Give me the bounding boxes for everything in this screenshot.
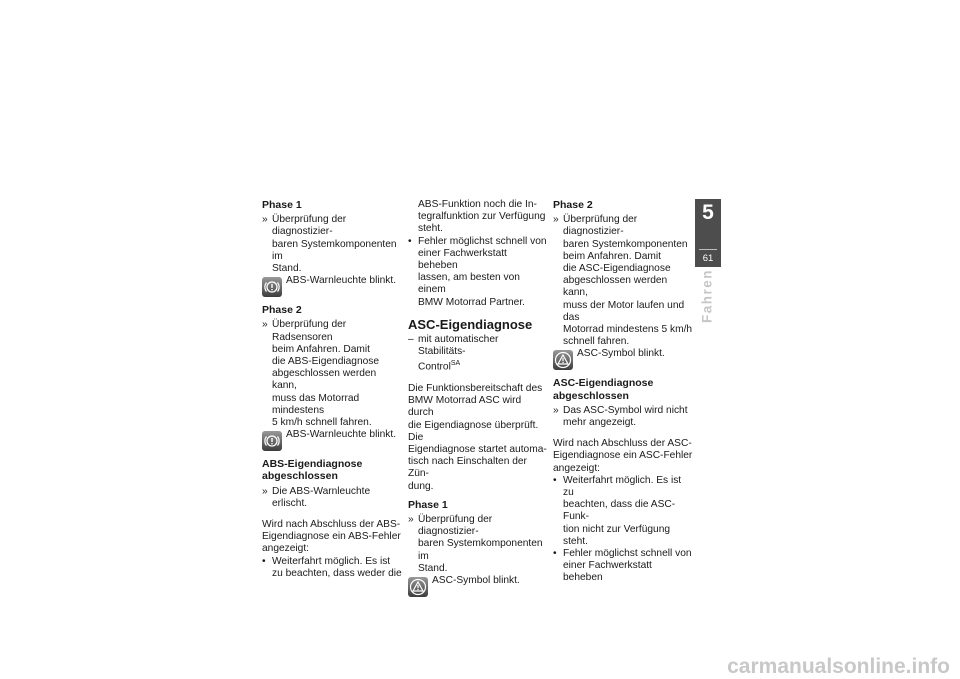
result-phase-1: ABS-Warnleuchte blinkt. [262,275,402,295]
bullet-workshop: • Fehler möglichst schnell von einer Fachwerkstatt beheben lassen, am besten von einem BMW Motorrad Partner. [408,236,548,309]
column-1 [262,199,402,580]
result-asc-phase-2: ASC-Symbol blinkt. [553,348,693,368]
step-asc-done: » Das ASC-Symbol wird nicht mehr angezeigt. [553,405,693,429]
special-equipment-mark: SA [450,360,461,368]
step-asc-phase-1: » Überprüfung der diagnostizier- baren Systemkomponenten im Stand. [408,514,548,575]
step-asc-phase-2: » Überprüfung der diagnostizier- baren Systemkomponenten beim Anfahren. Damit die ASC-Eigendiagnose abgeschlossen werden kann, muss der Motor laufen und das Motorrad mindestens 5 km/h schnell fahren. [553,214,693,348]
chapter-divider [699,249,717,250]
abs-warning-light-icon [262,431,282,451]
asc-warning-triangle-icon [553,350,573,370]
heading-asc-done: ASC-Eigendiagnose abgeschlossen [553,377,654,402]
bullet-continue-riding: • Weiterfahrt möglich. Es ist zu beachten, dass weder die [262,556,402,580]
result-asc-phase-1: ASC-Symbol blinkt. [408,575,548,595]
heading-asc-phase-1: Phase 1 [408,498,448,511]
paragraph-asc-intro: Die Funktionsbereitschaft des BMW Motorrad ASC wird durch die Eigendiagnose überprüft. Die Eigendiagnose startet automa- tisch nach Einschalten der Zün- dung. [408,383,547,492]
section-title-asc: ASC-Eigendiagnose [408,316,533,332]
step-phase-2: » Überprüfung der Radsensoren beim Anfahren. Damit die ABS-Eigendiagnose abgeschlossen werden kann, muss das Motorrad mindestens 5 km/h schnell fahren. [262,319,402,429]
heading-asc-phase-2: Phase 2 [553,199,593,211]
step-phase-1: » Überprüfung der diagnostizier- baren Systemkomponenten im Stand. [262,214,402,275]
heading-abs-done: ABS-Eigendiagnose abgeschlossen [262,458,363,483]
watermark: carmanualsonline.info [727,655,950,678]
chapter-tab [695,199,721,267]
page-number: 61 [702,253,714,264]
bullet-asc-workshop: • Fehler möglichst schnell von einer Fachwerkstatt beheben [553,548,693,585]
asc-option-note: – mit automatischer Stabilitäts- Control$^{SA}$ [408,334,548,374]
chapter-title: Fahren [699,268,715,324]
heading-phase-2: Phase 2 [262,304,302,317]
bullet-asc-continue-riding: • Weiterfahrt möglich. Es ist zu beachten, dass die ASC-Funk- tion nicht zur Verfügung steht. [553,475,693,548]
asc-warning-triangle-icon [408,577,428,597]
heading-phase-1: Phase 1 [262,199,302,211]
paragraph-abs-fault: Wird nach Abschluss der ABS- Eigendiagnose ein ABS-Fehler angezeigt: [262,519,401,555]
column-2 [408,199,548,595]
bullet-continuation: ABS-Funktion noch die In- tegralfunktion zur Verfügung steht. [418,199,546,235]
step-abs-done: » Die ABS-Warnleuchte erlischt. [262,486,402,510]
chapter-number: 5 [702,201,714,224]
abs-warning-light-icon [262,277,282,297]
column-3 [553,199,693,585]
result-phase-2: ABS-Warnleuchte blinkt. [262,429,402,449]
paragraph-asc-fault: Wird nach Abschluss der ASC- Eigendiagnose ein ASC-Fehler angezeigt: [553,438,693,474]
